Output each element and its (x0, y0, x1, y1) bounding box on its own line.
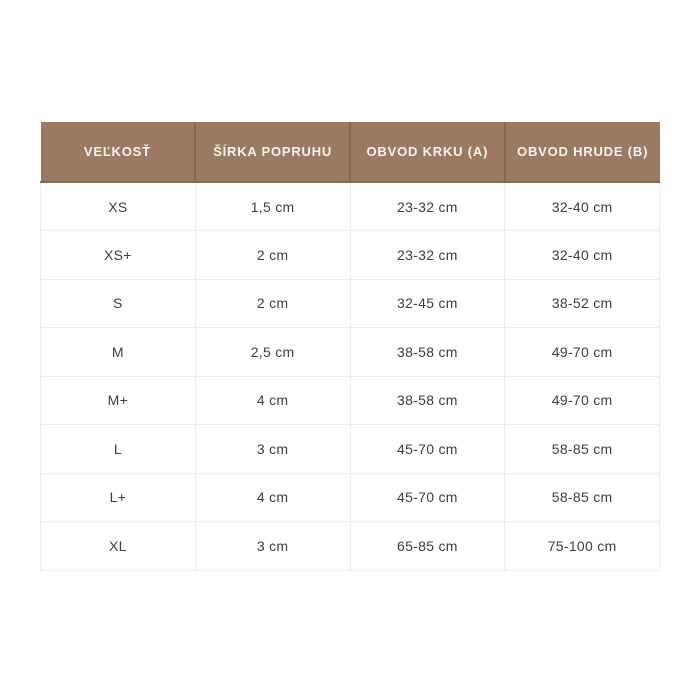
cell-strap-width: 2,5 cm (195, 328, 350, 377)
cell-size: XS (41, 182, 196, 231)
cell-strap-width: 2 cm (195, 279, 350, 328)
column-header-sirka-popruhu: ŠÍRKA POPRUHU (195, 122, 350, 182)
table-row-s (41, 279, 660, 328)
cell-strap-width: 4 cm (195, 473, 350, 522)
table-row-l-plus (41, 473, 660, 522)
table-row-m (41, 328, 660, 377)
cell-neck-circumference: 45-70 cm (350, 425, 505, 474)
cell-chest-circumference: 32-40 cm (505, 231, 660, 280)
cell-size: XL (41, 522, 196, 571)
cell-chest-circumference: 49-70 cm (505, 376, 660, 425)
column-header-velkost: VEĽKOSŤ (41, 122, 196, 182)
cell-neck-circumference: 38-58 cm (350, 376, 505, 425)
cell-chest-circumference: 49-70 cm (505, 328, 660, 377)
cell-chest-circumference: 58-85 cm (505, 473, 660, 522)
table-row-l (41, 425, 660, 474)
cell-size: S (41, 279, 196, 328)
cell-neck-circumference: 23-32 cm (350, 231, 505, 280)
cell-neck-circumference: 65-85 cm (350, 522, 505, 571)
column-header-obvod-hrude: OBVOD HRUDE (B) (505, 122, 660, 182)
cell-strap-width: 1,5 cm (195, 182, 350, 231)
cell-chest-circumference: 32-40 cm (505, 182, 660, 231)
cell-neck-circumference: 32-45 cm (350, 279, 505, 328)
cell-size: M+ (41, 376, 196, 425)
cell-chest-circumference: 38-52 cm (505, 279, 660, 328)
size-chart-table-container (40, 122, 660, 571)
table-header (41, 122, 660, 182)
cell-size: L (41, 425, 196, 474)
cell-strap-width: 3 cm (195, 425, 350, 474)
cell-size: M (41, 328, 196, 377)
table-row-xl (41, 522, 660, 571)
cell-size: XS+ (41, 231, 196, 280)
size-chart-table (40, 122, 660, 571)
table-body (41, 182, 660, 570)
header-row (41, 122, 660, 182)
cell-chest-circumference: 58-85 cm (505, 425, 660, 474)
cell-neck-circumference: 23-32 cm (350, 182, 505, 231)
cell-neck-circumference: 38-58 cm (350, 328, 505, 377)
table-row-m-plus (41, 376, 660, 425)
cell-size: L+ (41, 473, 196, 522)
column-header-obvod-krku: OBVOD KRKU (A) (350, 122, 505, 182)
table-row-xs-plus (41, 231, 660, 280)
cell-strap-width: 4 cm (195, 376, 350, 425)
cell-chest-circumference: 75-100 cm (505, 522, 660, 571)
cell-strap-width: 3 cm (195, 522, 350, 571)
cell-strap-width: 2 cm (195, 231, 350, 280)
table-row-xs (41, 182, 660, 231)
cell-neck-circumference: 45-70 cm (350, 473, 505, 522)
